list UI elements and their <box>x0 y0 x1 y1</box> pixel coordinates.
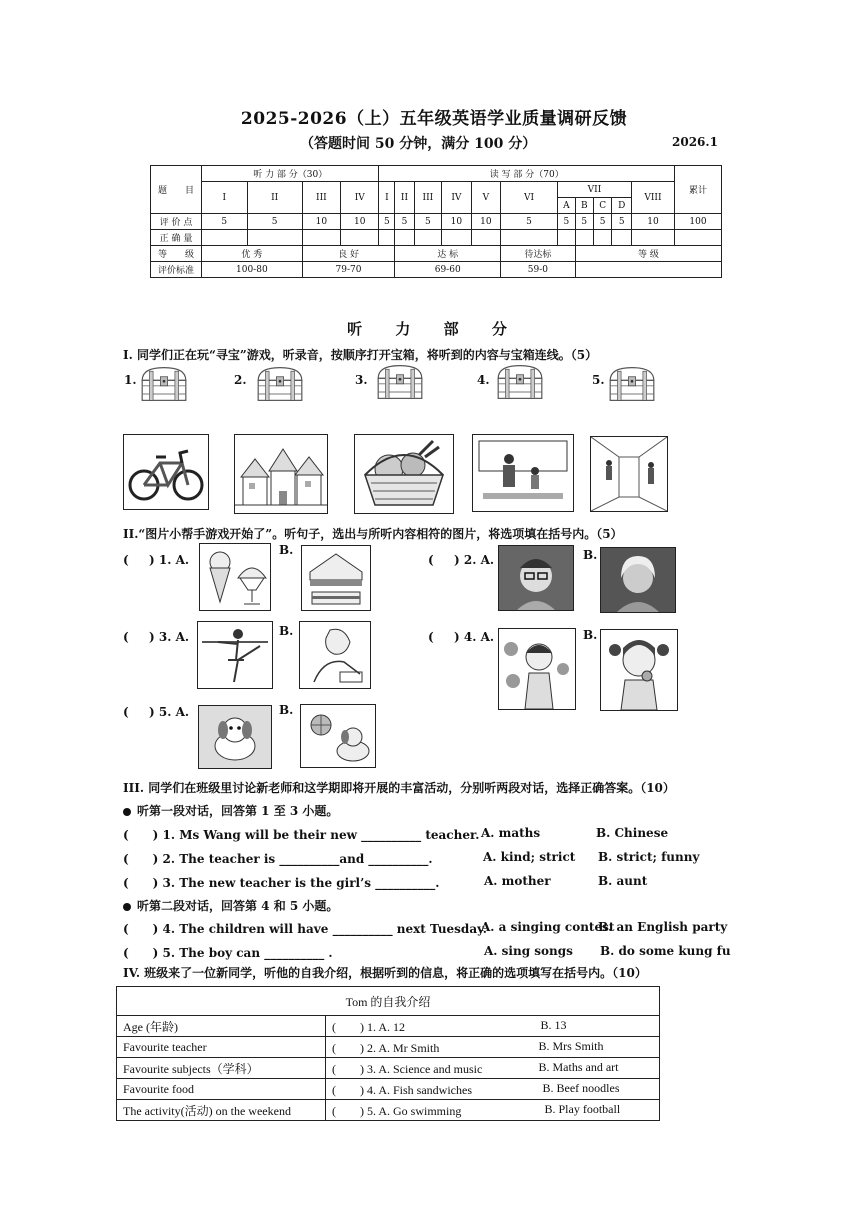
row-label: Favourite subjects（学科） <box>117 1058 326 1079</box>
group1-text: 听第一段对话，回答第 1 至 3 小题。 <box>137 804 339 818</box>
points-cell: 5 <box>414 214 442 230</box>
q-label: ( ) 4. A. <box>428 630 495 644</box>
houses-picture <box>234 434 328 514</box>
dog-picture <box>198 705 272 769</box>
option-a: ( ) 3. A. Science and music <box>332 1061 483 1076</box>
treasure-chest-icon <box>604 364 660 404</box>
girl-picking-fruit-picture <box>498 628 576 710</box>
mc-option-a: A. a singing contest <box>481 920 615 934</box>
exam-date: 2026.1 <box>672 135 718 149</box>
points-cell: 10 <box>471 214 500 230</box>
mc-option-b: B. an English party <box>598 920 728 934</box>
dog-and-ball-picture <box>300 704 376 768</box>
listen-item: II <box>247 182 302 214</box>
bicycle-picture <box>123 434 209 510</box>
vii-sub: C <box>593 198 612 214</box>
option-a: ( ) 1. A. 12 <box>332 1019 405 1034</box>
row-label: Favourite food <box>117 1079 326 1100</box>
row-options <box>326 1037 660 1058</box>
points-cell: 10 <box>442 214 471 230</box>
correct-label: 正 确 量 <box>151 230 202 246</box>
page-subtitle: （答题时间 50 分钟，满分 100 分） <box>300 136 537 152</box>
row-options <box>326 1058 660 1079</box>
treasure-chest-icon <box>252 364 308 404</box>
chest-number: 2. <box>234 373 247 387</box>
part1-instruction: I. 同学们正在玩“寻宝”游戏，听录音，按顺序打开宝箱，将听到的内容与宝箱连线。（5） <box>123 348 598 362</box>
standard-cell: 100-80 <box>202 262 303 278</box>
treasure-chest-icon <box>136 364 192 404</box>
level-cell: 待达标 <box>501 246 576 262</box>
part3-instruction: III. 同学们在班级里讨论新老师和这学期即将开展的丰富活动，分别听两段对话，选择正确答案。（10） <box>123 781 675 795</box>
level-cell: 良 好 <box>302 246 395 262</box>
b-label: B. <box>279 624 294 638</box>
option-b: B. Play football <box>544 1101 621 1116</box>
standard-cell: 69-60 <box>395 262 501 278</box>
level-cell: 达 标 <box>395 246 501 262</box>
points-cell: 100 <box>675 214 722 230</box>
hallway-picture <box>590 436 668 512</box>
topic-label: 题 目 <box>151 166 202 214</box>
q-label: ( ) 3. A. <box>123 630 190 644</box>
viii-header: VIII <box>631 182 674 214</box>
row-label: The activity(活动) on the weekend <box>117 1100 326 1121</box>
old-woman-picture <box>600 547 676 613</box>
group1-label <box>123 802 338 819</box>
girl-drawing-picture <box>299 621 371 689</box>
section-title: 听 力 部 分 <box>347 320 521 338</box>
vii-header: VII <box>558 182 632 198</box>
read-item: VI <box>501 182 558 214</box>
option-a: ( ) 4. A. Fish sandwiches <box>332 1082 472 1097</box>
vii-sub: D <box>612 198 631 214</box>
mc-question: ( ) 1. Ms Wang will be their new __________ teacher. <box>123 828 480 842</box>
reading-header: 读 写 部 分（70） <box>379 166 675 182</box>
points-cell: 10 <box>341 214 379 230</box>
vii-sub: B <box>575 198 593 214</box>
ballet-dancer-picture <box>197 621 273 689</box>
option-b: B. 13 <box>540 1017 567 1032</box>
mc-option-b: B. Chinese <box>596 826 669 840</box>
part2-instruction: II.“图片小帮手游戏开始了”。听句子，选出与所听内容相符的图片，将选项填在括号内。（5） <box>123 527 623 541</box>
score-table <box>150 165 722 278</box>
mc-option-b: B. strict; funny <box>598 850 700 864</box>
row-label: Favourite teacher <box>117 1037 326 1058</box>
group2-label <box>123 897 338 914</box>
part4-instruction: IV. 班级来了一位新同学，听他的自我介绍，根据听到的信息，将正确的选项填写在括号内。（10） <box>123 966 647 980</box>
bullet-icon <box>123 903 131 911</box>
chest-number: 1. <box>124 373 137 387</box>
girl-eating-picture <box>600 629 678 711</box>
q-label: ( ) 1. A. <box>123 553 190 567</box>
tom-table-title: Tom 的自我介绍 <box>117 987 660 1016</box>
vegetable-basket-picture <box>354 434 454 514</box>
points-cell: 10 <box>302 214 340 230</box>
mc-option-b: B. do some kung fu <box>600 944 731 958</box>
points-cell: 5 <box>593 214 612 230</box>
row-options <box>326 1100 660 1121</box>
option-b: B. Beef noodles <box>542 1080 620 1095</box>
points-cell: 5 <box>612 214 631 230</box>
q-label: ( ) 2. A. <box>428 553 495 567</box>
listen-item: I <box>202 182 248 214</box>
q-label: ( ) 5. A. <box>123 705 190 719</box>
level-label: 等 级 <box>151 246 202 262</box>
level-cell: 等 级 <box>575 246 721 262</box>
ice-cream-picture <box>199 543 271 611</box>
read-item: IV <box>442 182 471 214</box>
b-label: B. <box>279 543 294 557</box>
points-cell: 5 <box>202 214 248 230</box>
bullet-icon <box>123 808 131 816</box>
points-cell: 5 <box>379 214 395 230</box>
treasure-chest-icon <box>372 362 428 402</box>
option-b: B. Mrs Smith <box>538 1038 604 1053</box>
chest-number: 5. <box>592 373 605 387</box>
mc-question: ( ) 2. The teacher is __________and __________. <box>123 852 433 866</box>
option-b: B. Maths and art <box>538 1059 619 1074</box>
total-header: 累计 <box>675 166 722 214</box>
row-options <box>326 1079 660 1100</box>
points-cell: 5 <box>501 214 558 230</box>
chest-number: 4. <box>477 373 490 387</box>
mc-question: ( ) 5. The boy can __________ . <box>123 946 333 960</box>
option-a: ( ) 5. A. Go swimming <box>332 1103 462 1118</box>
classroom-picture <box>472 434 574 512</box>
mc-option-a: A. sing songs <box>484 944 573 958</box>
b-label: B. <box>583 628 598 642</box>
b-label: B. <box>279 703 294 717</box>
mc-question: ( ) 3. The new teacher is the girl’s __________. <box>123 876 440 890</box>
points-cell: 5 <box>395 214 414 230</box>
mc-option-a: A. mother <box>484 874 551 888</box>
vii-sub: A <box>558 198 576 214</box>
points-cell: 10 <box>631 214 674 230</box>
page-title: 2025-2026（上）五年级英语学业质量调研反馈 <box>240 109 628 129</box>
read-item: III <box>414 182 442 214</box>
standard-label: 评价标准 <box>151 262 202 278</box>
mc-option-b: B. aunt <box>598 874 648 888</box>
listen-item: III <box>302 182 340 214</box>
chest-number: 3. <box>355 373 368 387</box>
listening-header: 听 力 部 分（30） <box>202 166 379 182</box>
points-cell: 5 <box>558 214 576 230</box>
points-label: 评 价 点 <box>151 214 202 230</box>
sandwich-picture <box>301 545 371 611</box>
group2-text: 听第二段对话，回答第 4 和 5 小题。 <box>137 899 339 913</box>
points-cell: 5 <box>247 214 302 230</box>
row-options <box>326 1016 660 1037</box>
b-label: B. <box>583 548 598 562</box>
standard-cell: 59-0 <box>501 262 576 278</box>
tom-intro-table <box>116 986 660 1121</box>
standard-cell: 79-70 <box>302 262 395 278</box>
read-item: II <box>395 182 414 214</box>
read-item: V <box>471 182 500 214</box>
man-with-glasses-picture <box>498 545 574 611</box>
option-a: ( ) 2. A. Mr Smith <box>332 1040 440 1055</box>
row-label: Age (年龄) <box>117 1016 326 1037</box>
points-cell: 5 <box>575 214 593 230</box>
mc-option-a: A. kind; strict <box>483 850 576 864</box>
mc-option-a: A. maths <box>481 826 541 840</box>
listen-item: IV <box>341 182 379 214</box>
read-item: I <box>379 182 395 214</box>
treasure-chest-icon <box>492 362 548 402</box>
mc-question: ( ) 4. The children will have __________ next Tuesday. <box>123 922 487 936</box>
level-cell: 优 秀 <box>202 246 303 262</box>
